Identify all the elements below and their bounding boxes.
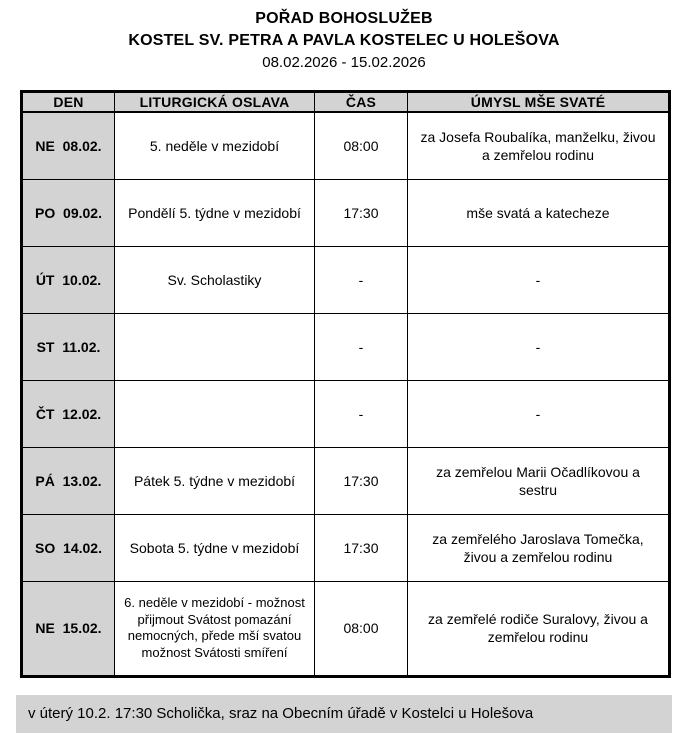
time-cell: 17:30 [315, 179, 408, 246]
time-cell: 17:30 [315, 447, 408, 514]
day-cell: PÁ 13.02. [22, 447, 115, 514]
day-cell: ČT 12.02. [22, 380, 115, 447]
intention-cell: - [408, 313, 670, 380]
time-cell: 17:30 [315, 514, 408, 581]
day-cell: NE 15.02. [22, 581, 115, 676]
celebration-cell: Sv. Scholastiky [115, 246, 315, 313]
header-row [22, 92, 670, 113]
col-header-den: DEN [22, 92, 115, 113]
intention-cell: za zemřelou Marii Očadlíkovou a sestru [408, 447, 670, 514]
table-row [22, 246, 670, 313]
col-header-cas: ČAS [315, 92, 408, 113]
table-row [22, 447, 670, 514]
time-cell: - [315, 246, 408, 313]
table-row [22, 380, 670, 447]
celebration-cell: 6. neděle v mezidobí - možnost přijmout Svátost pomazání nemocných, přede mší svatou možnost Svátosti smíření [115, 581, 315, 676]
schedule-table-body [22, 112, 670, 676]
table-row [22, 179, 670, 246]
title-block [0, 0, 688, 73]
schedule-table [20, 90, 671, 678]
intention-cell: - [408, 246, 670, 313]
intention-cell: - [408, 380, 670, 447]
footer-note: v úterý 10.2. 17:30 Scholička, sraz na Obecním úřadě v Kostelci u Holešova [16, 695, 672, 733]
intention-cell: mše svatá a katecheze [408, 179, 670, 246]
celebration-cell: Pátek 5. týdne v mezidobí [115, 447, 315, 514]
col-header-liturgicka-oslava: LITURGICKÁ OSLAVA [115, 92, 315, 113]
time-cell: 08:00 [315, 112, 408, 179]
celebration-cell [115, 380, 315, 447]
day-cell: PO 09.02. [22, 179, 115, 246]
time-cell: - [315, 313, 408, 380]
table-row [22, 313, 670, 380]
celebration-cell: 5. neděle v mezidobí [115, 112, 315, 179]
table-row [22, 112, 670, 179]
day-cell: ÚT 10.02. [22, 246, 115, 313]
church-name: KOSTEL SV. PETRA A PAVLA KOSTELEC U HOLEŠOVA [128, 32, 560, 49]
intention-cell: za zemřelé rodiče Suralovy, živou a zemřelou rodinu [408, 581, 670, 676]
celebration-cell [115, 313, 315, 380]
col-header-umysl-mse-svate: ÚMYSL MŠE SVATÉ [408, 92, 670, 113]
schedule-table-header [22, 92, 670, 113]
page-title: POŘAD BOHOSLUŽEB [255, 10, 433, 27]
day-cell: NE 08.02. [22, 112, 115, 179]
table-row [22, 514, 670, 581]
date-range: 08.02.2026 - 15.02.2026 [262, 54, 426, 71]
celebration-cell: Pondělí 5. týdne v mezidobí [115, 179, 315, 246]
time-cell: - [315, 380, 408, 447]
time-cell: 08:00 [315, 581, 408, 676]
day-cell: ST 11.02. [22, 313, 115, 380]
table-row [22, 581, 670, 676]
intention-cell: za Josefa Roubalíka, manželku, živou a zemřelou rodinu [408, 112, 670, 179]
celebration-cell: Sobota 5. týdne v mezidobí [115, 514, 315, 581]
intention-cell: za zemřelého Jaroslava Tomečka, živou a zemřelou rodinu [408, 514, 670, 581]
day-cell: SO 14.02. [22, 514, 115, 581]
